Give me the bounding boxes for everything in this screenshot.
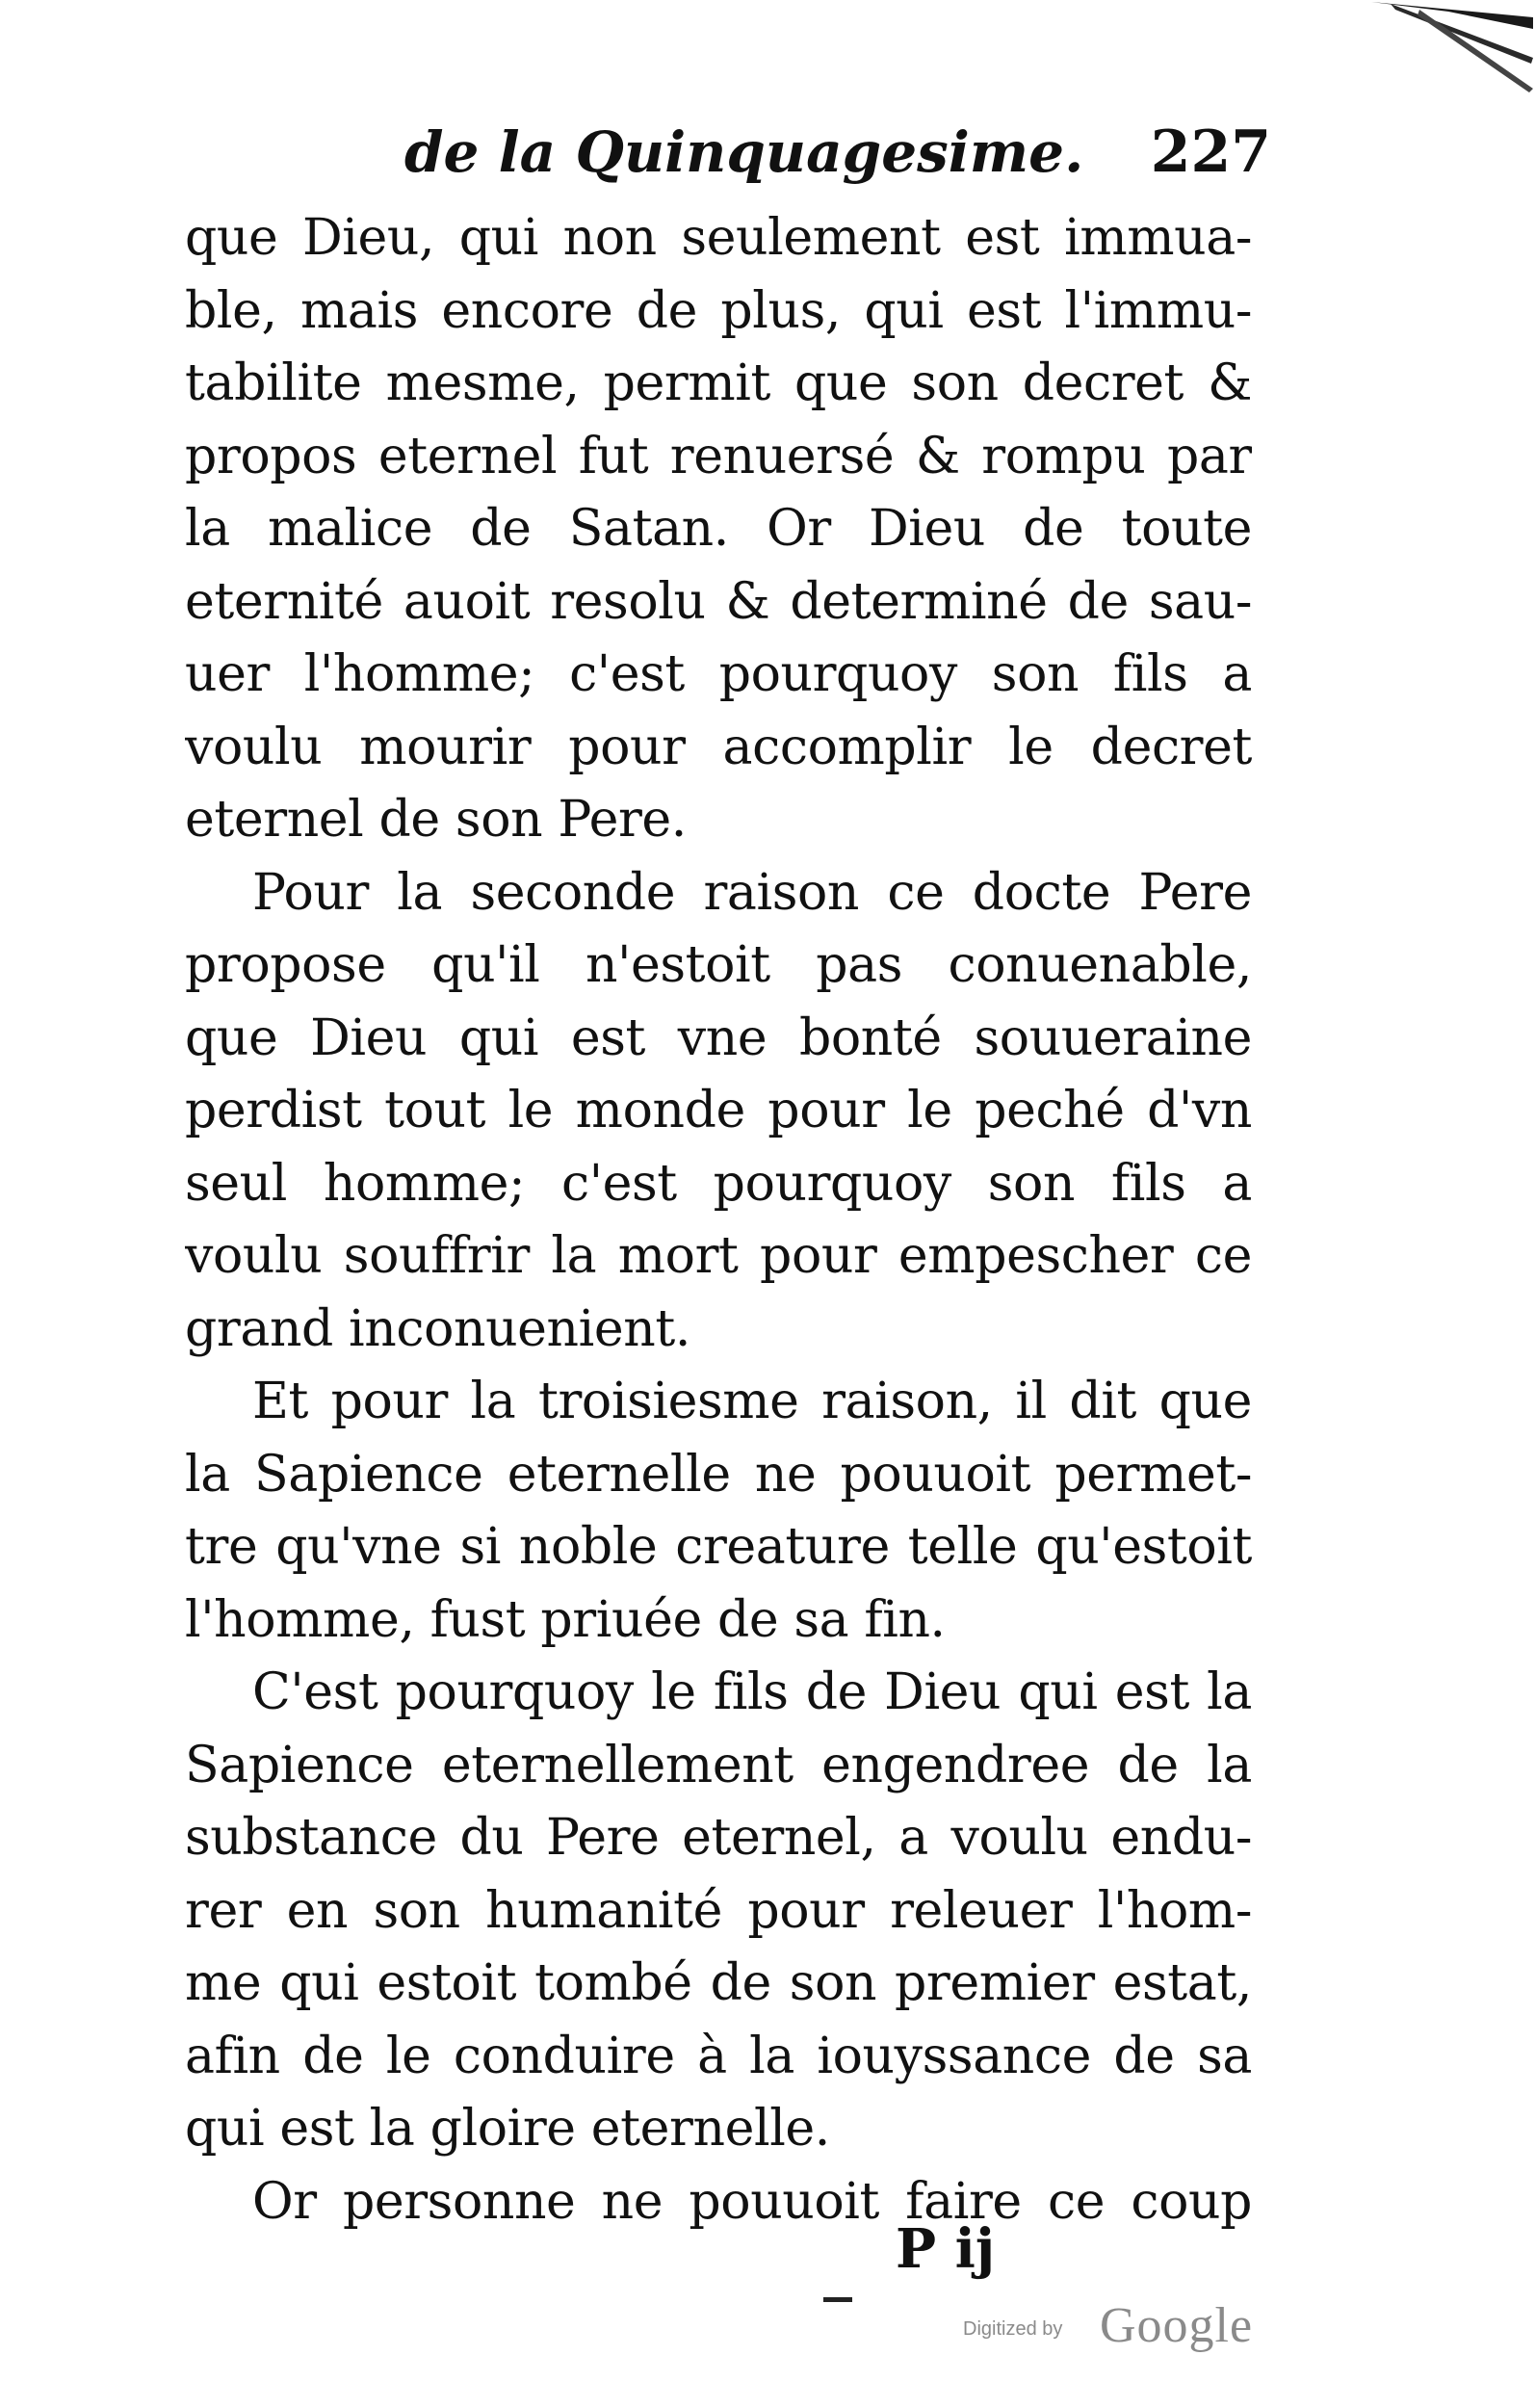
text-line: Et pour la troisiesme raison, il dit que	[252, 1373, 1252, 1430]
text-line: uer l'homme; c'est pourquoy son fils a	[185, 645, 1252, 703]
page-number: 227	[1150, 118, 1271, 186]
page-header	[404, 114, 1271, 200]
text-line: eternité auoit resolu & determiné de sau-	[185, 572, 1252, 631]
google-logo: Google	[1100, 2298, 1254, 2353]
page-corner-smudge	[1304, 0, 1535, 116]
text-line: eternel de son Pere.	[185, 791, 687, 849]
running-title: de la Quinquagesime.	[404, 119, 1084, 185]
google-watermark	[963, 2297, 1281, 2355]
text-line: seul homme; c'est pourquoy son fils a	[185, 1154, 1252, 1213]
text-line: grand inconuenient.	[185, 1299, 690, 1358]
text-line: C'est pourquoy le fils de Dieu qui est la	[252, 1663, 1252, 1721]
body-text	[185, 202, 1252, 2238]
text-line: substance du Pere eternel, a voulu endu-	[185, 1809, 1252, 1867]
text-line: perdist tout le monde pour le peché d'vn	[185, 1082, 1252, 1139]
text-line: afin de le conduire à la iouyssance de sa	[185, 2027, 1252, 2085]
signature-mark: P ij	[896, 2217, 996, 2281]
text-line: Pour la seconde raison ce docte Pere	[252, 863, 1252, 922]
text-line: qui est la gloire eternelle.	[185, 2100, 830, 2158]
text-line: Or personne ne pouuoit faire ce coup	[252, 2172, 1252, 2231]
text-line: rer en son humanité pour releuer l'hom-	[185, 1881, 1252, 1940]
text-line: tre qu'vne si noble creature telle qu'estoit	[185, 1518, 1252, 1576]
text-line: la malice de Satan. Or Dieu de toute	[185, 500, 1252, 558]
text-line: me qui estoit tombé de son premier estat,	[185, 1954, 1252, 2012]
digitized-by-label: Digitized by	[963, 2318, 1063, 2340]
text-line: voulu souffrir la mort pour empescher ce	[185, 1227, 1252, 1285]
text-line: propos eternel fut renuersé & rompu par	[185, 427, 1252, 485]
text-line: tabilite mesme, permit que son decret &	[185, 354, 1252, 412]
text-line: la Sapience eternelle ne pouuoit permet-	[185, 1445, 1252, 1504]
text-line: que Dieu qui est vne bonté souueraine	[185, 1008, 1252, 1067]
text-line: Sapience eternellement engendree de la	[185, 1736, 1252, 1794]
footer-dash	[823, 2297, 852, 2302]
text-line: ble, mais encore de plus, qui est l'immu-	[185, 281, 1252, 340]
text-line: que Dieu, qui non seulement est immua-	[185, 209, 1252, 267]
text-line: l'homme, fust priuée de sa fin.	[185, 1590, 946, 1649]
text-line: voulu mourir pour accomplir le decret	[185, 718, 1252, 776]
text-line: propose qu'il n'estoit pas conuenable,	[185, 936, 1252, 994]
